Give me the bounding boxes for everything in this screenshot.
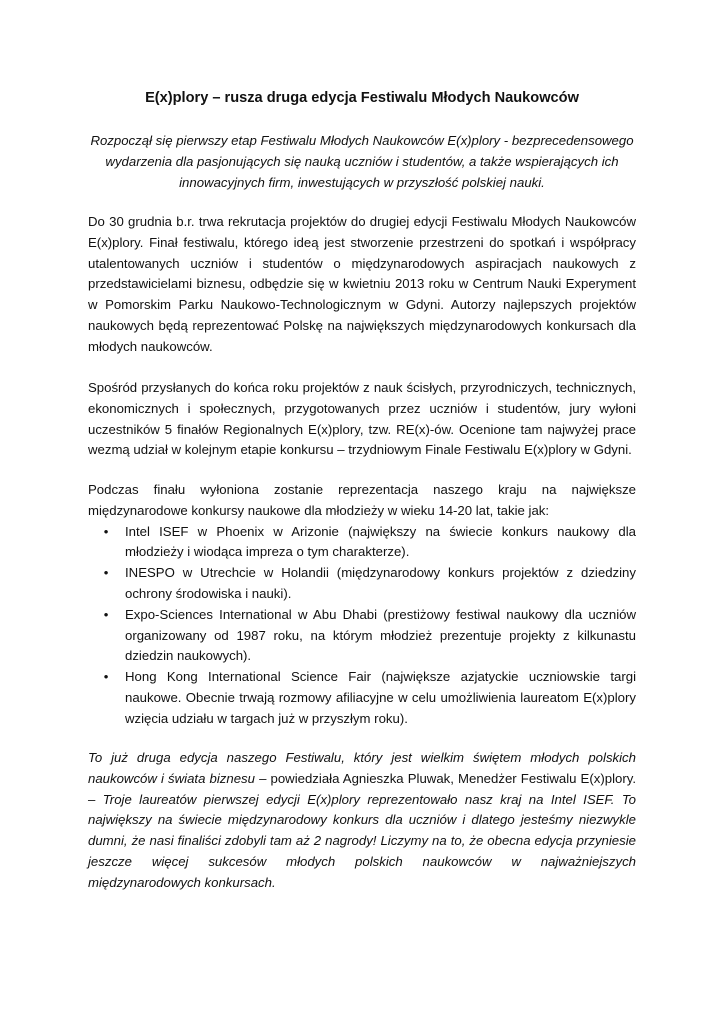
bullet-icon: • <box>103 606 109 622</box>
list-item <box>103 667 636 729</box>
list-item-text: Hong Kong International Science Fair (największe azjatyckie uczniowskie targi naukowe. Obecnie trwają rozmowy afiliacyjne w celu umożliwienia laureatom E(x)plory wzięcia udziału w targach już w przyszłym roku). <box>125 669 636 726</box>
list-item <box>103 605 636 667</box>
list-item <box>103 522 636 564</box>
quote-part-2: – Troje laureatów pierwszej edycji E(x)plory reprezentowało nasz kraj na Intel ISEF. To największy na świecie międzynarodowy konkurs dla uczniów i dlatego jesteśmy niezwykle dumni, że nasi finaliści zdobyli tam aż 2 nagrody! Liczymy na to, że obecna edycja przyniesie jeszcze więcej sukcesów młodych polskich naukowców w najważniejszych międzynarodowych konkursach. <box>88 791 636 890</box>
bullet-icon: • <box>103 565 109 581</box>
bullet-icon: • <box>103 523 109 539</box>
bullet-icon: • <box>103 669 109 685</box>
selection-paragraph: Spośród przysłanych do końca roku projektów z nauk ścisłych, przyrodniczych, technicznych, ekonomicznych i społecznych, przygotowanych przez uczniów i studentów, jury wyłoni uczestników 5 finałów Regionalnych E(x)plory, tzw. RE(x)-ów. Ocenione tam najwyżej prace wezmą udział w kolejnym etapie konkursu – trzydniowym Finale Festiwalu E(x)plory w Gdyni. <box>88 380 636 458</box>
quote-paragraph <box>88 748 636 894</box>
document-title: E(x)plory – rusza druga edycja Festiwalu Młodych Naukowców <box>145 90 579 106</box>
competitions-section <box>88 480 636 730</box>
competitions-list <box>88 522 636 730</box>
quote-attribution: – powiedziała Agnieszka Pluwak, Menedżer Festiwalu E(x)plory. <box>254 770 637 786</box>
list-item-text: Intel ISEF w Phoenix w Arizonie (największy na świecie konkurs naukowy dla młodzieży i wiodąca impreza o tym charakterze). <box>125 523 636 560</box>
competitions-intro: Podczas finału wyłoniona zostanie reprezentacja naszego kraju na największe międzynarodowe konkursy naukowe dla młodzieży w wieku 14-20 lat, takie jak: <box>88 482 636 518</box>
quote-part-1: To już druga edycja naszego Festiwalu, który jest wielkim świętem młodych polskich naukowców i świata biznesu <box>88 750 636 786</box>
list-item-text: INESPO w Utrechcie w Holandii (międzynarodowy konkurs projektów z dziedziny ochrony środowiska i nauki). <box>125 565 636 601</box>
lead-paragraph: Rozpoczął się pierwszy etap Festiwalu Młodych Naukowców E(x)plory - bezprecedensowego wydarzenia dla pasjonujących się nauką uczniów i studentów, a także wspierających ich innowacyjnych firm, inwestujących w przyszłość polskiej nauki. <box>90 133 634 190</box>
list-item <box>103 563 636 605</box>
recruitment-paragraph: Do 30 grudnia b.r. trwa rekrutacja projektów do drugiej edycji Festiwalu Młodych Naukowców E(x)plory. Finał festiwalu, którego ideą jest stworzenie przestrzeni do spotkań i współpracy utalentowanych uczniów i studentów o międzynarodowych aspiracjach naukowych z przedstawicielami biznesu, odbędzie się w kwietniu 2013 roku w Centrum Nauki Experyment w Pomorskim Parku Naukowo-Technologicznym w Gdyni. Autorzy najlepszych projektów naukowych będą reprezentować Polskę na największych międzynarodowych konkursach dla młodych naukowców. <box>88 214 636 354</box>
list-item-text: Expo-Sciences International w Abu Dhabi (prestiżowy festiwal naukowy dla uczniów organizowany od 1987 roku, na którym młodzież prezentuje projekty z kilkunastu dziedzin naukowych). <box>125 606 636 664</box>
